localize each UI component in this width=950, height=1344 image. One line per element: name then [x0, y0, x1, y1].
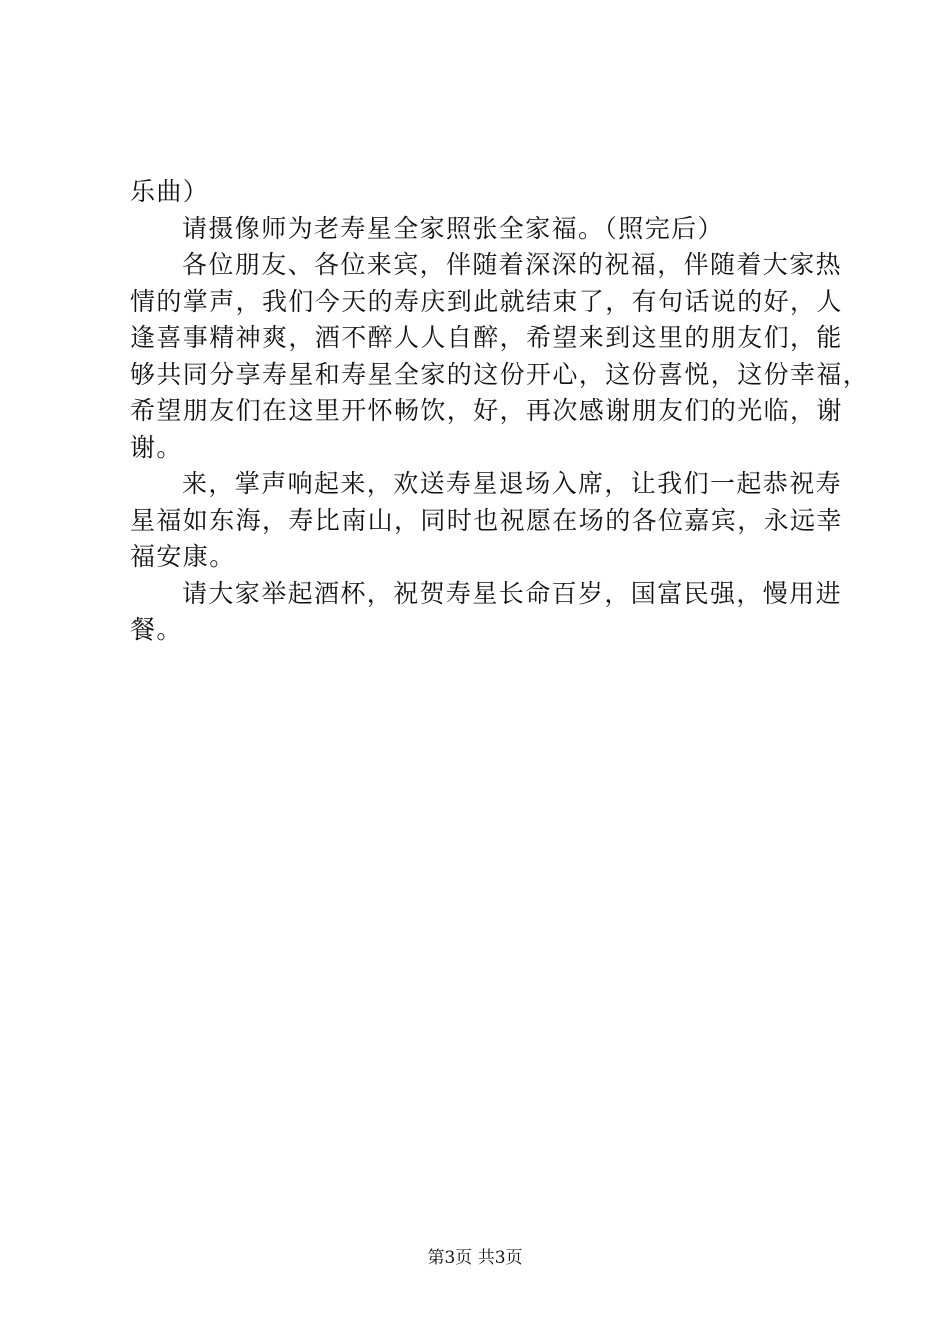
page-number-footer: 第3页 共3页	[427, 1248, 523, 1268]
paragraph-first-line: 来，掌声响起来，欢送寿星退场入席，让我们一起恭祝寿	[182, 469, 843, 498]
text-line: 餐。	[130, 615, 183, 644]
paragraph-first-line: 请大家举起酒杯，祝贺寿星长命百岁，国富民强，慢用进	[182, 578, 843, 608]
paragraph-first-line: 请摄像师为老寿星全家照张全家福。（照完后）	[182, 213, 724, 243]
text-line: 福安康。	[130, 542, 236, 571]
text-line: 星福如东海，寿比南山，同时也祝愿在场的各位嘉宾，永远幸	[130, 505, 843, 535]
text-line: 情的掌声，我们今天的寿庆到此就结束了，有句话说的好，人	[130, 286, 843, 316]
document-body	[130, 174, 870, 649]
paragraph-first-line: 各位朋友、各位来宾，伴随着深深的祝福，伴随着大家热	[182, 250, 843, 279]
text-line: 希望朋友们在这里开怀畅饮，好，再次感谢朋友们的光临，谢	[130, 396, 843, 425]
text-line: 够共同分享寿星和寿星全家的这份开心，这份喜悦，这份幸福，	[130, 359, 870, 389]
text-line: 乐曲）	[130, 177, 210, 206]
text-line: 逢喜事精神爽，酒不醉人人自醉，希望来到这里的朋友们，能	[130, 323, 843, 352]
text-line: 谢。	[130, 432, 183, 462]
